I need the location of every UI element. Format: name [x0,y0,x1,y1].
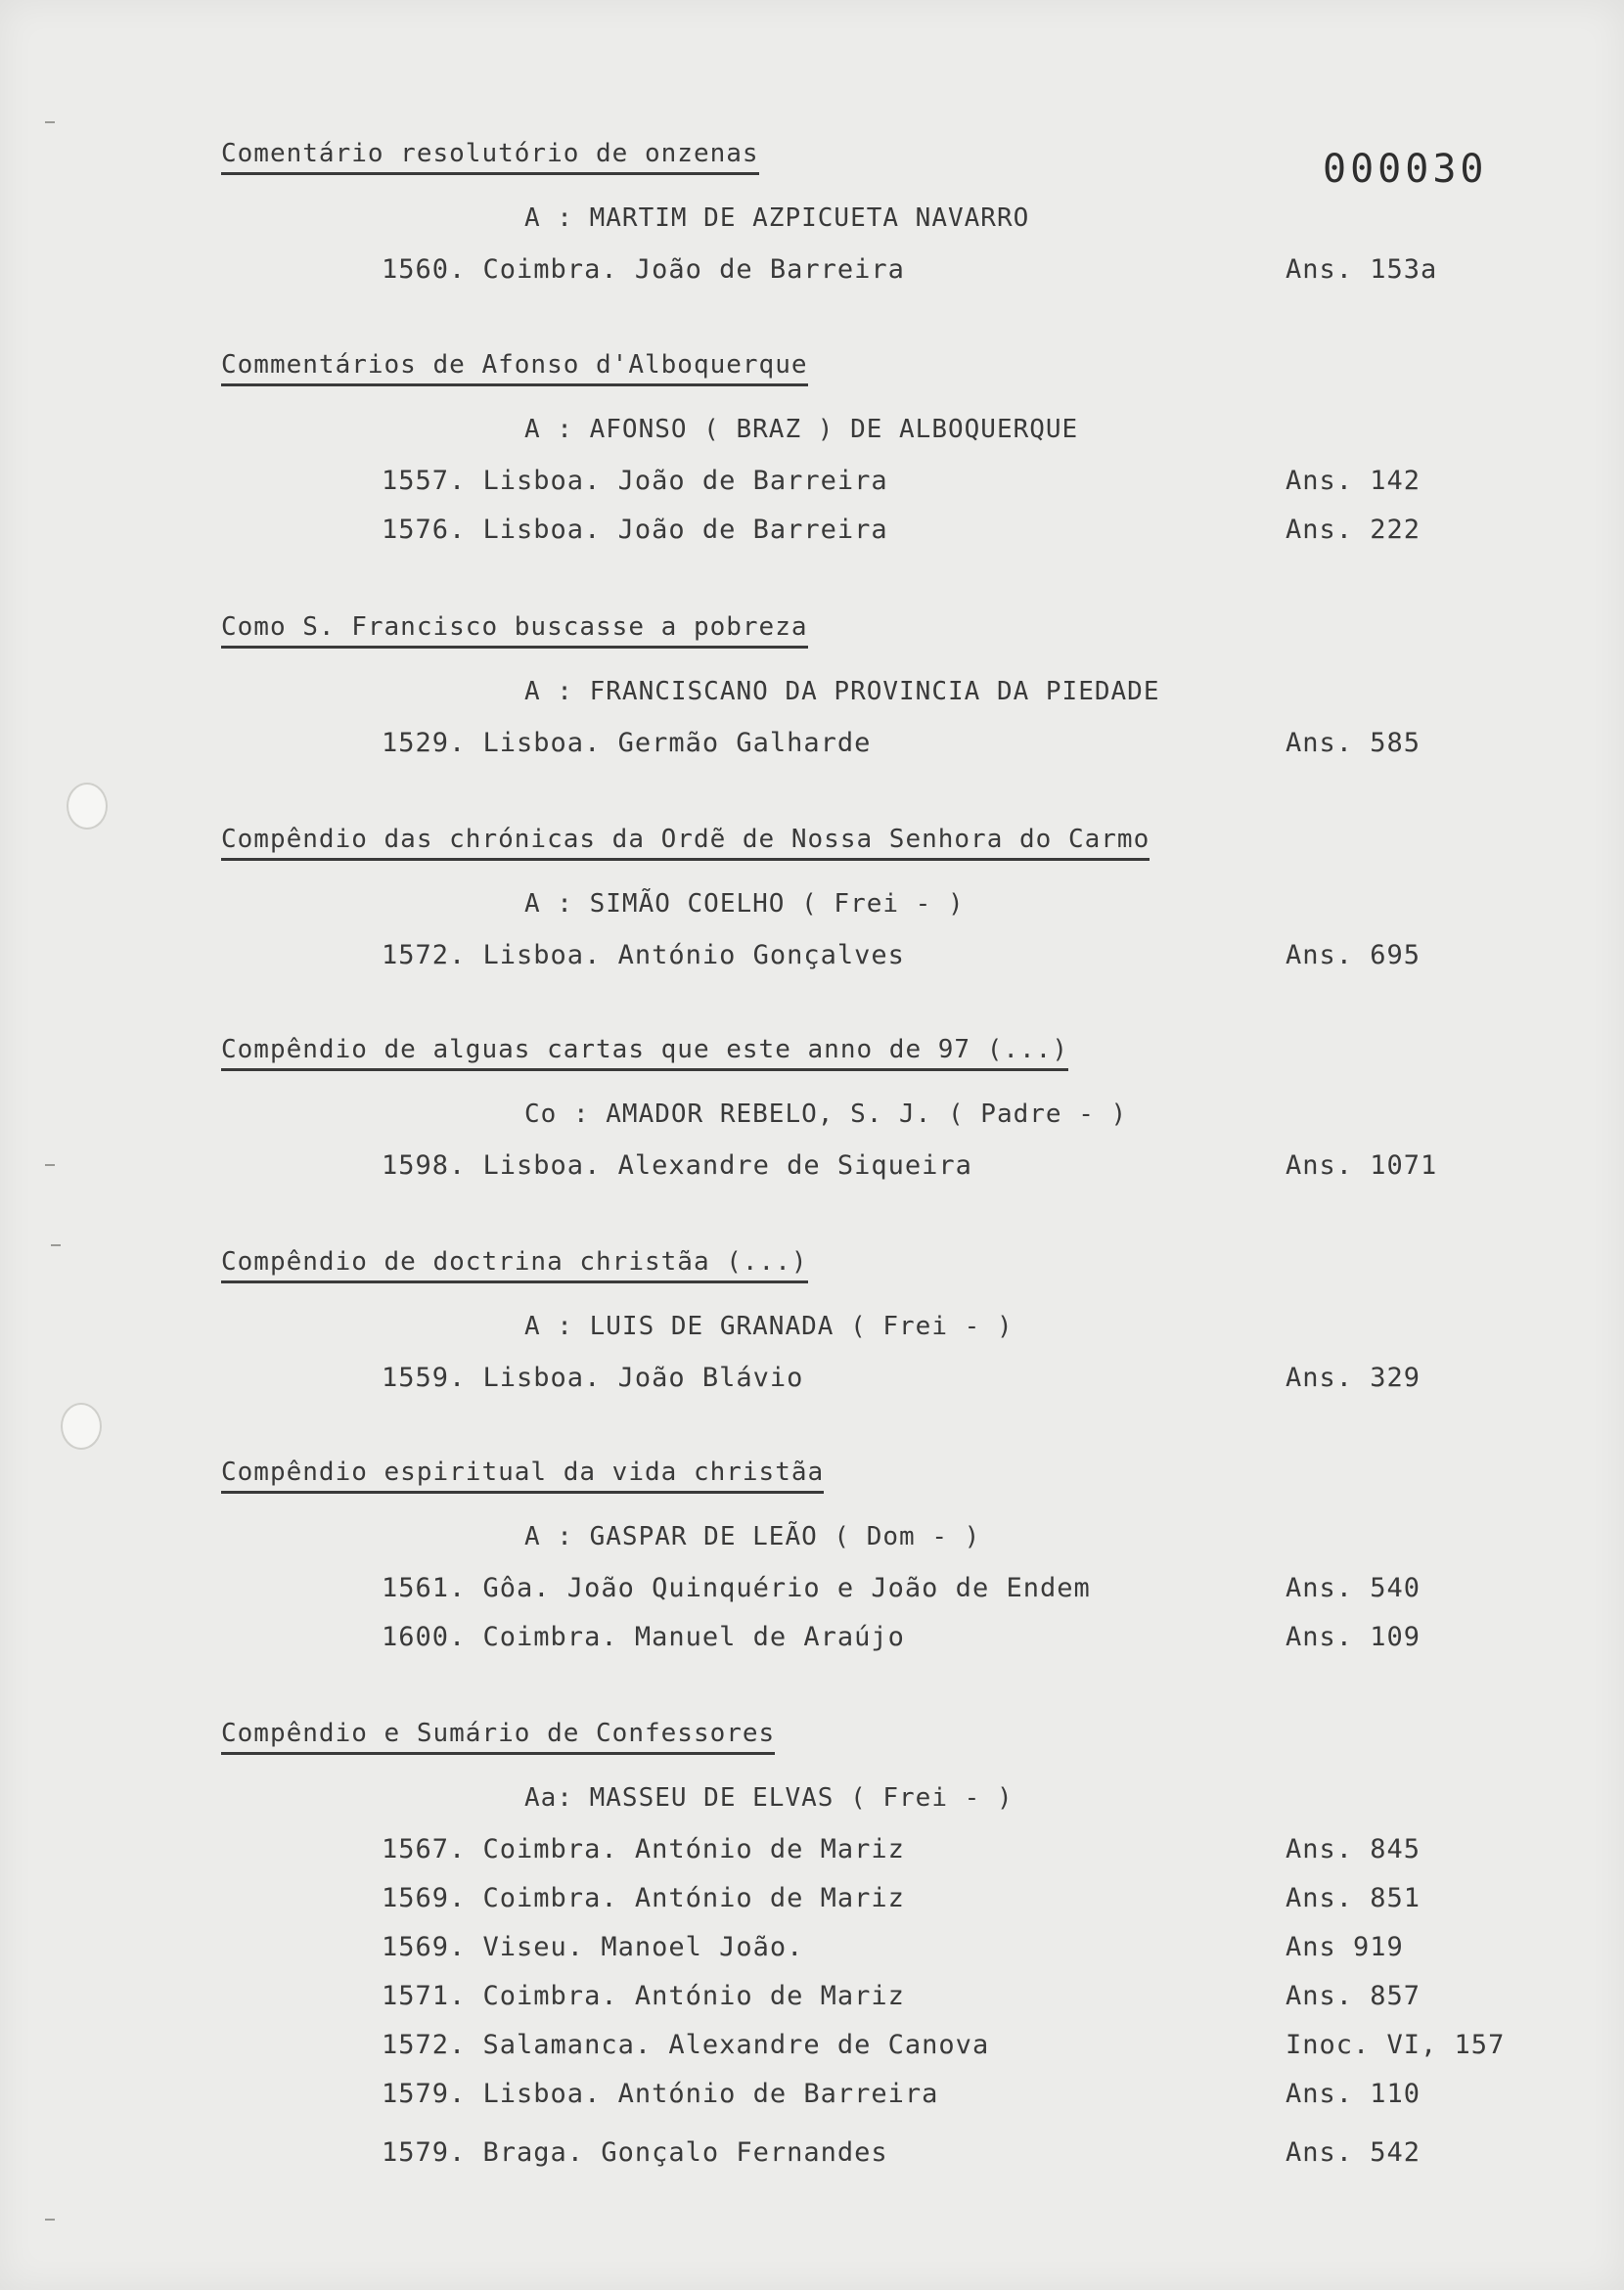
entry-author: A : AFONSO ( BRAZ ) DE ALBOQUERQUE [524,415,1079,444]
edition-reference: Ans. 329 [1286,1363,1421,1393]
edition-line [0,1363,1624,1402]
edition-line [0,1981,1624,2020]
punch-hole [67,783,108,830]
edition-imprint: 1559. Lisboa. João Blávio [382,1363,804,1393]
edition-imprint: 1579. Braga. Gonçalo Fernandes [382,2137,888,2168]
edition-imprint: 1561. Gôa. João Quinquério e João de Endem [382,1573,1091,1603]
entry-title: Comentário resolutório de onzenas [221,139,759,175]
edition-imprint: 1571. Coimbra. António de Mariz [382,1981,905,2011]
edition-line [0,1883,1624,1922]
edition-line [0,1622,1624,1661]
edition-line [0,515,1624,554]
edition-reference: Ans. 1071 [1286,1150,1438,1181]
edition-reference: Ans. 845 [1286,1834,1421,1864]
edition-imprint: 1572. Lisboa. António Gonçalves [382,940,905,970]
edition-imprint: 1560. Coimbra. João de Barreira [382,254,905,285]
edition-imprint: 1557. Lisboa. João de Barreira [382,466,888,496]
edition-reference: Ans. 222 [1286,515,1421,545]
entry-title: Compêndio espiritual da vida christãa [221,1458,824,1494]
edition-line [0,1932,1624,1971]
entry-title: Compêndio e Sumário de Confessores [221,1719,775,1755]
edition-line [0,2079,1624,2118]
edge-mark [45,2219,55,2221]
edition-line [0,1573,1624,1612]
entry-author: Co : AMADOR REBELO, S. J. ( Padre - ) [524,1100,1128,1129]
entry-author: A : GASPAR DE LEÃO ( Dom - ) [524,1522,981,1551]
edition-reference: Ans. 110 [1286,2079,1421,2109]
entry-title: Compêndio de doctrina christãa (...) [221,1247,808,1283]
edition-line [0,728,1624,767]
punch-hole [61,1403,102,1450]
edition-reference: Ans 919 [1286,1932,1404,1962]
edition-line [0,254,1624,293]
edition-reference: Ans. 851 [1286,1883,1421,1913]
edge-mark [45,121,55,123]
edition-imprint: 1579. Lisboa. António de Barreira [382,2079,939,2109]
edition-line [0,1150,1624,1190]
edition-reference: Inoc. VI, 157 [1286,2030,1506,2060]
edition-imprint: 1569. Viseu. Manoel João. [382,1932,804,1962]
edition-imprint: 1600. Coimbra. Manuel de Araújo [382,1622,905,1652]
entry-title: Compêndio de alguas cartas que este anno de 97 (...) [221,1035,1068,1071]
edition-imprint: 1567. Coimbra. António de Mariz [382,1834,905,1864]
edition-imprint: 1576. Lisboa. João de Barreira [382,515,888,545]
edition-reference: Ans. 540 [1286,1573,1421,1603]
edition-line [0,940,1624,979]
edition-reference: Ans. 153a [1286,254,1438,285]
edition-reference: Ans. 857 [1286,1981,1421,2011]
edition-imprint: 1598. Lisboa. Alexandre de Siqueira [382,1150,972,1181]
edition-reference: Ans. 142 [1286,466,1421,496]
edition-reference: Ans. 542 [1286,2137,1421,2168]
entry-author: A : FRANCISCANO DA PROVINCIA DA PIEDADE [524,677,1160,706]
entry-author: A : LUIS DE GRANADA ( Frei - ) [524,1312,1014,1341]
edge-mark [51,1244,61,1246]
entry-title: Compêndio das chrónicas da Ordẽ de Nossa Senhora do Carmo [221,825,1150,861]
reference-number: 000030 [1323,147,1488,192]
entry-author: A : SIMÃO COELHO ( Frei - ) [524,889,965,919]
entry-title: Commentários de Afonso d'Alboquerque [221,350,808,386]
edition-reference: Ans. 695 [1286,940,1421,970]
edition-line [0,2030,1624,2069]
edition-reference: Ans. 109 [1286,1622,1421,1652]
edition-imprint: 1569. Coimbra. António de Mariz [382,1883,905,1913]
edition-imprint: 1529. Lisboa. Germão Galharde [382,728,872,758]
entry-author: A : MARTIM DE AZPICUETA NAVARRO [524,203,1030,233]
edition-imprint: 1572. Salamanca. Alexandre de Canova [382,2030,990,2060]
entry-title: Como S. Francisco buscasse a pobreza [221,612,808,649]
entry-author: Aa: MASSEU DE ELVAS ( Frei - ) [524,1783,1014,1813]
edition-reference: Ans. 585 [1286,728,1421,758]
edition-line [0,1834,1624,1873]
edition-line [0,2137,1624,2177]
edition-line [0,466,1624,505]
